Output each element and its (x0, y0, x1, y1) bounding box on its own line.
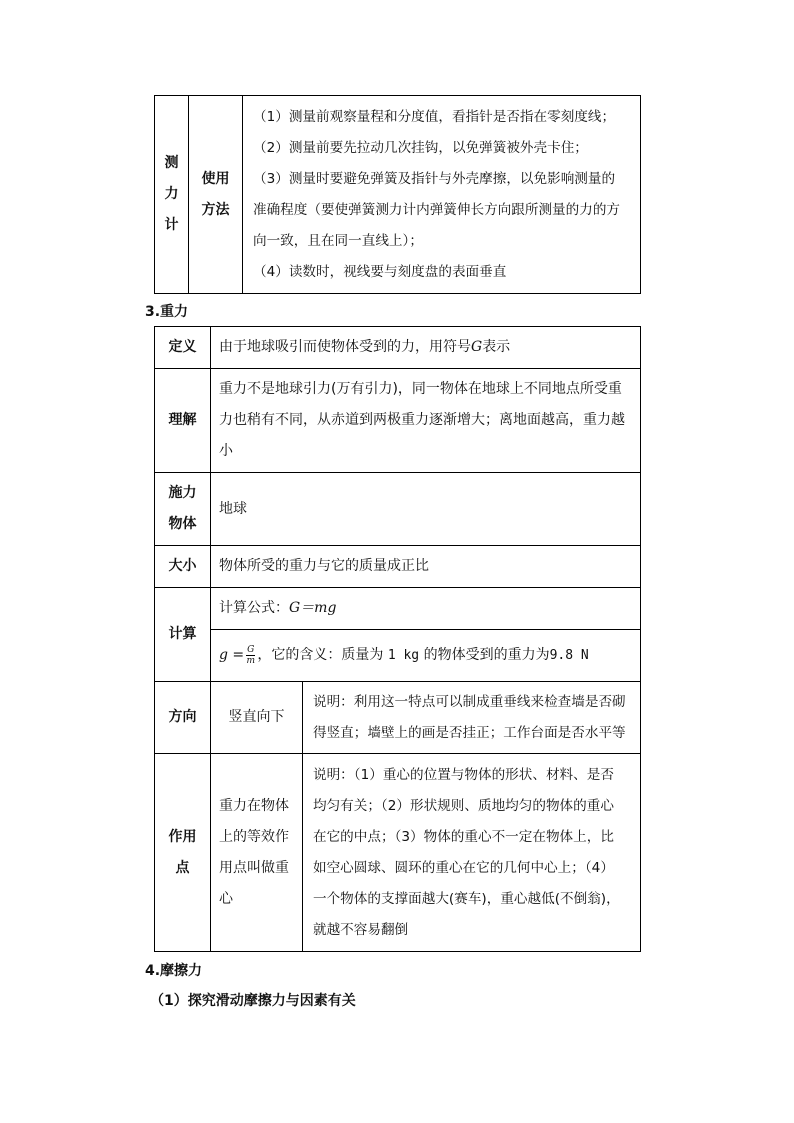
direction-note-line: 得竖直；墙壁上的画是否挂正；工作台面是否水平等 (313, 724, 626, 741)
symbol-g: G (471, 339, 483, 355)
g-fraction-num: G (247, 644, 255, 655)
usage-line: 准确程度（要使弹簧测力计内弹簧伸长方向跟所测量的力的方 (253, 201, 621, 218)
measure-label-3: 计 (164, 217, 179, 233)
size-text: 物体所受的重力与它的质量成正比 (211, 546, 641, 588)
source-label-1: 施力 (168, 485, 197, 501)
subsection-heading: （1）探究滑动摩擦力与因素有关 (150, 993, 356, 1009)
understanding-text (211, 369, 641, 473)
g-fraction-den: m (246, 655, 256, 666)
point-label-1: 作用 (168, 828, 197, 845)
formula-row (211, 588, 641, 630)
g-meaning-d: 9.8 N (549, 648, 589, 663)
definition-text-b: 表示 (482, 339, 511, 355)
g-prefix: g = (219, 647, 245, 663)
understanding-label: 理解 (155, 369, 211, 473)
definition-text-a: 由于地球吸引而使物体受到的力，用符号 (219, 339, 471, 355)
usage-content (243, 96, 641, 294)
g-fraction (246, 645, 255, 666)
definition-label: 定义 (155, 327, 211, 369)
calc-label: 计算 (155, 588, 211, 682)
direction-note (303, 682, 641, 754)
point-note-line: 一个物体的支撑面越大(赛车)，重心越低(不倒翁)， (313, 890, 620, 907)
direction-label: 方向 (155, 682, 211, 754)
source-text: 地球 (211, 473, 641, 546)
formula: G＝mg (289, 600, 337, 616)
g-meaning-a: ，它的含义：质量为 (257, 647, 384, 663)
usage-line: 向一致，且在同一直线上）； (253, 232, 423, 249)
source-label (155, 473, 211, 546)
direction-note-line: 说明：利用这一特点可以制成重垂线来检查墙是否砌 (313, 693, 626, 710)
usage-label-1: 使用 (201, 170, 230, 187)
point-value-line: 用点叫做重 (219, 859, 289, 876)
section-heading-friction: 4.摩擦力 (145, 963, 203, 979)
understanding-line: 小 (219, 443, 233, 459)
definition-text (211, 327, 641, 369)
size-label: 大小 (155, 546, 211, 588)
usage-label (189, 96, 243, 294)
usage-label-2: 方法 (201, 201, 230, 218)
point-note (303, 754, 641, 952)
understanding-line: 力也稍有不同，从赤道到两极重力逐渐增大；离地面越高，重力越 (219, 412, 625, 428)
understanding-line: 重力不是地球引力(万有引力)，同一物体在地球上不同地点所受重 (219, 381, 622, 397)
measure-label (155, 96, 189, 294)
measure-table (154, 95, 641, 294)
usage-line: （1）测量前观察量程和分度值，看指针是否指在零刻度线； (253, 108, 616, 125)
point-note-line: 如空心圆球、圆环的重心在它的几何中心上；（4） (313, 859, 614, 876)
point-value-line: 上的等效作 (219, 828, 289, 845)
usage-line: （3）测量时要避免弹簧及指针与外壳摩擦，以免影响测量的 (253, 170, 616, 187)
formula-prefix: 计算公式： (219, 600, 289, 616)
point-value-line: 重力在物体 (219, 797, 289, 814)
direction-value: 竖直向下 (211, 682, 303, 754)
point-value-line: 心 (219, 890, 233, 907)
g-meaning-c: 的物体受到的重力为 (423, 647, 550, 663)
section-heading-gravity: 3.重力 (145, 304, 189, 320)
g-meaning-row (211, 630, 641, 682)
usage-line: （2）测量前要先拉动几次挂钩，以免弹簧被外壳卡住； (253, 139, 588, 156)
source-label-2: 物体 (168, 516, 197, 532)
point-note-line: 均匀有关；（2）形状规则、质地均匀的物体的重心 (313, 797, 614, 814)
usage-line: （4）读数时，视线要与刻度盘的表面垂直 (253, 263, 507, 280)
g-meaning-b: 1 kg (387, 648, 420, 663)
point-note-line: 说明：（1）重心的位置与物体的形状、材料、是否 (313, 766, 614, 783)
measure-label-2: 力 (164, 186, 179, 202)
point-value (211, 754, 303, 952)
point-label-2: 点 (175, 859, 190, 876)
gravity-table (154, 326, 641, 952)
point-label (155, 754, 211, 952)
measure-label-1: 测 (164, 155, 179, 171)
point-note-line: 就越不容易翻倒 (313, 921, 409, 938)
point-note-line: 在它的中点；（3）物体的重心不一定在物体上，比 (313, 828, 614, 845)
